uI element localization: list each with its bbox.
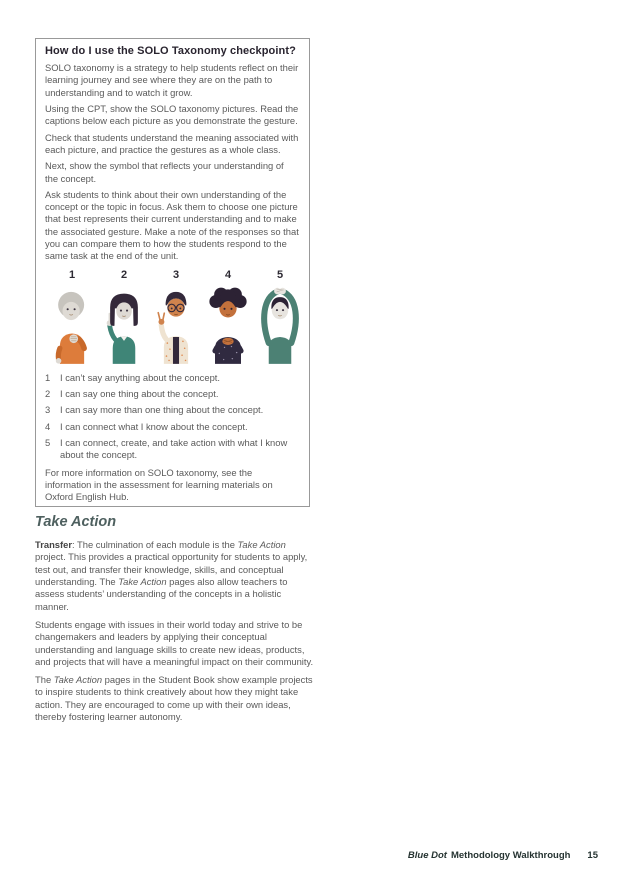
caption-item-3	[45, 404, 299, 416]
caption-text: I can say more than one thing about the concept.	[60, 404, 264, 416]
caption-item-4	[45, 421, 299, 433]
caption-number: 5	[45, 436, 51, 448]
paragraph-text: project. This provides a practical opportunity for students to apply, test out, and transfer their knowledge, skills, and conceptual understanding. The	[35, 551, 308, 587]
solo-picture-3	[150, 269, 202, 364]
paragraph-text: The	[35, 674, 54, 686]
box-paragraph-1: SOLO taxonomy is a strategy to help students reflect on their learning journey and see where they are on the path to understanding and to watch it grow.	[45, 62, 299, 98]
solo-pictures-figure	[45, 267, 299, 364]
solo-checkpoint-box	[35, 38, 310, 507]
take-action-paragraph-2: Students engage with issues in their world today and strive to be changemakers and leaders by applying their conceptual understanding and language skills to create new ideas, products, and projects that will have a meaningful impact on their community.	[35, 618, 314, 667]
solo-picture-5	[254, 269, 306, 364]
caption-number: 2	[45, 388, 51, 399]
character-1-fist-gesture-icon	[46, 284, 98, 364]
take-action-paragraph-1	[35, 539, 317, 613]
character-3-two-fingers-icon	[150, 284, 202, 364]
solo-picture-4	[202, 269, 254, 364]
footer-doc-title: Methodology Walkthrough	[450, 850, 571, 861]
box-paragraph-2: Using the CPT, show the SOLO taxonomy pictures. Read the captions below each picture as you demonstrate the gesture.	[45, 102, 299, 127]
character-5-arms-circle-icon	[254, 284, 306, 364]
picture-number-2: 2	[120, 268, 128, 281]
caption-number: 4	[45, 420, 51, 432]
take-action-paragraph-3	[35, 674, 317, 723]
picture-number-5: 5	[276, 268, 284, 281]
solo-picture-1	[46, 269, 98, 364]
solo-captions-list	[45, 372, 299, 462]
caption-item-2	[45, 388, 299, 400]
caption-text: I can say one thing about the concept.	[60, 388, 219, 399]
take-action-italic: Take Action	[118, 575, 167, 587]
character-2-one-finger-icon	[98, 284, 150, 364]
transfer-label: Transfer	[35, 539, 72, 550]
caption-number: 3	[45, 404, 51, 416]
footer-series-title: Blue Dot	[407, 850, 447, 861]
take-action-heading: Take Action	[35, 514, 117, 530]
footer-page-number: 15	[587, 850, 598, 861]
picture-number-3: 3	[172, 268, 180, 281]
paragraph-text: : The culmination of each module is the	[72, 539, 238, 550]
box-paragraph-3: Check that students understand the meaning associated with each picture, and practice the gestures as a whole class.	[45, 131, 299, 155]
caption-text: I can connect, create, and take action with what I know about the concept.	[60, 436, 288, 461]
picture-number-1: 1	[68, 268, 76, 281]
box-paragraph-4: Next, show the symbol that reflects your understanding of the concept.	[45, 160, 284, 184]
solo-picture-2	[98, 269, 150, 364]
take-action-italic: Take Action	[53, 674, 103, 686]
caption-item-5	[45, 437, 299, 462]
caption-item-1	[45, 372, 299, 384]
page-footer	[408, 850, 598, 861]
paragraph-text: pages in the Student Book show example projects to inspire students to think creatively about how they might take action. They are encouraged to come up with their own ideas, thereby fostering learner autonomy.	[35, 674, 313, 723]
box-paragraph-5: Ask students to think about their own understanding of the concept or the topic in focus. Ask them to choose one picture that best represents their current understanding and to make the associated gesture. Make a note of the responses so that you can compare them to how the students respond to the same task at the end of the unit.	[45, 188, 299, 262]
caption-text: I can’t say anything about the concept.	[60, 371, 221, 383]
more-info-note: For more information on SOLO taxonomy, see the information in the assessment for learning materials on Oxford English Hub.	[45, 466, 273, 503]
character-4-interlocked-fingers-icon	[202, 284, 254, 364]
caption-number: 1	[45, 371, 51, 383]
box-title: How do I use the SOLO Taxonomy checkpoint?	[45, 45, 296, 57]
paragraph-text: pages also allow teachers to assess students’ understanding of the concepts in a holistic manner.	[35, 575, 288, 612]
caption-text: I can connect what I know about the concept.	[60, 420, 248, 432]
take-action-section	[35, 514, 317, 729]
take-action-italic: Take Action	[237, 539, 286, 550]
picture-number-4: 4	[224, 268, 232, 281]
